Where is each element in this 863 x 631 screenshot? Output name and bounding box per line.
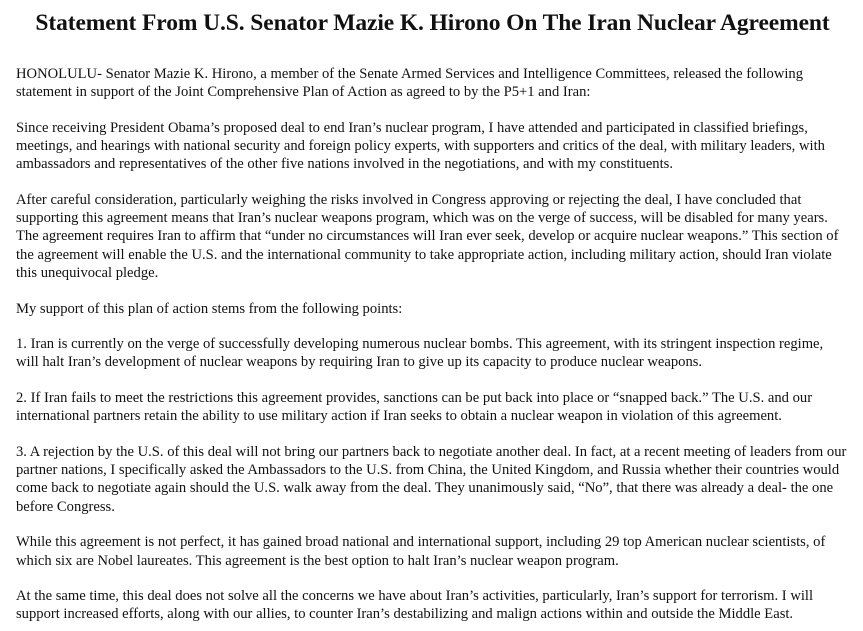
- paragraph-point-3: 3. A rejection by the U.S. of this deal will not bring our partners back to negotiate another deal. In fact, at a recent meeting of leaders from our partner nations, I specifically asked the Ambassadors to the U.S. from China, the United Kingdom, and Russia whether their countries would come back to negotiate again should the U.S. walk away from the deal. They unanimously said, “No”, that there was already a deal- the one before Congress.: [16, 444, 847, 515]
- paragraph-briefings: Since receiving President Obama’s proposed deal to end Iran’s nuclear program, I have attended and participated in classified briefings, meetings, and hearings with national security and foreign policy experts, with supporters and critics of the deal, with military leaders, with ambassadors and representatives of the other five nations involved in the negotiations, and with my constituents.: [16, 119, 825, 173]
- paragraph-points-intro: My support of this plan of action stems from the following points:: [16, 300, 403, 317]
- statement-title: Statement From U.S. Senator Mazie K. Hirono On The Iran Nuclear Agreement: [35, 10, 830, 36]
- paragraph-point-2: 2. If Iran fails to meet the restrictions this agreement provides, sanctions can be put back into place or “snapped back.” The U.S. and our international partners retain the ability to use military action if Iran seeks to obtain a nuclear weapon in violation of this agreement.: [16, 390, 813, 425]
- paragraph-concerns: At the same time, this deal does not solve all the concerns we have about Iran’s activities, particularly, Iran’s support for terrorism. I will support increased efforts, along with our allies, to counter Iran’s destabilizing and malign actions within and outside the Middle East.: [16, 588, 814, 623]
- paragraph-consideration: After careful consideration, particularly weighing the risks involved in Congress approving or rejecting the deal, I have concluded that supporting this agreement means that Iran’s nuclear weapons program, which was on the verge of success, will be disabled for many years. The agreement requires Iran to affirm that “under no circumstances will Iran ever seek, develop or acquire nuclear weapons.” This section of the agreement will enable the U.S. and the international community to take appropriate action, including military action, should Iran violate this unequivocal pledge.: [16, 192, 839, 281]
- paragraph-support: While this agreement is not perfect, it has gained broad national and international support, including 29 top American nuclear scientists, of which six are Nobel laureates. This agreement is the best option to halt Iran’s nuclear weapon program.: [16, 534, 826, 569]
- paragraph-intro: HONOLULU- Senator Mazie K. Hirono, a member of the Senate Armed Services and Intelligence Committees, released the following statement in support of the Joint Comprehensive Plan of Action as agreed to by the P5+1 and Iran:: [16, 66, 804, 101]
- paragraph-point-1: 1. Iran is currently on the verge of successfully developing numerous nuclear bombs. This agreement, with its stringent inspection regime, will halt Iran’s development of nuclear weapons by requiring Iran to give up its capacity to produce nuclear weapons.: [16, 336, 824, 371]
